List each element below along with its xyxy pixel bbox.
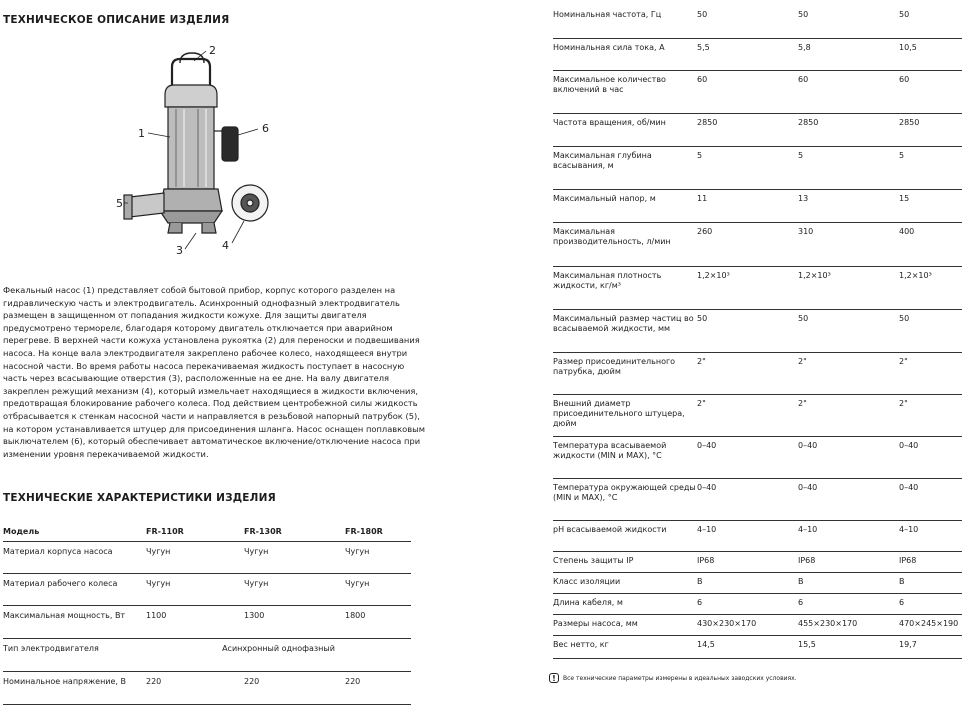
spec-row: [553, 146, 962, 189]
header-model: Модель: [3, 527, 146, 542]
spec-label: Размеры насоса, мм: [553, 614, 697, 635]
figure-label-5: 5: [116, 197, 123, 210]
spec-value: 4–10: [697, 520, 798, 551]
spec-value: 14,5: [697, 635, 798, 658]
spec-value: 0–40: [798, 436, 899, 478]
spec-value: 2": [697, 352, 798, 394]
spec-label: Температура всасываемой жидкости (MIN и MAX), °С: [553, 436, 697, 478]
figure-label-3: 3: [176, 244, 183, 255]
figure-label-4: 4: [222, 239, 229, 252]
spec-value: 60: [798, 70, 899, 113]
spec-value: 220: [345, 672, 411, 705]
spec-label: pH всасываемой жидкости: [553, 520, 697, 551]
spec-label: Максимальная плотность жидкости, кг/м³: [553, 266, 697, 309]
spec-value: 6: [899, 593, 962, 614]
spec-label: Максимальная мощность, Вт: [3, 606, 146, 639]
spec-value: 1100: [146, 606, 244, 639]
spec-value: 6: [697, 593, 798, 614]
spec-value: 2": [697, 394, 798, 436]
spec-value: 0–40: [697, 478, 798, 520]
spec-value: IP68: [798, 551, 899, 572]
spec-value: 260: [697, 222, 798, 266]
spec-value: 1,2×10³: [798, 266, 899, 309]
spec-value: 2": [899, 352, 962, 394]
description-line: насосной части. Во время работы насоса перекачиваемая жидкость поступает в насосную: [3, 360, 405, 371]
spec-row: [553, 614, 962, 635]
figure-label-6: 6: [262, 122, 269, 135]
description-line: перегреве. В верхней части кожуха установлена рукоятка (2) для переноски и подвешивания: [3, 335, 420, 346]
spec-value: 2": [798, 352, 899, 394]
spec-label: Максимальное количество включений в час: [553, 70, 697, 113]
spec-label: Номинальная частота, Гц: [553, 6, 697, 38]
spec-value: 4–10: [798, 520, 899, 551]
spec-value: 430×230×170: [697, 614, 798, 635]
spec-value: 10,5: [899, 38, 962, 70]
spec-value: IP68: [899, 551, 962, 572]
spec-label: Максимальная производительность, л/мин: [553, 222, 697, 266]
spec-value: 0–40: [899, 436, 962, 478]
spec-label: Вес нетто, кг: [553, 635, 697, 658]
specs-table-right: [553, 6, 962, 659]
spec-value: 50: [798, 6, 899, 38]
spec-value: 5: [697, 146, 798, 189]
pump-illustration: [110, 35, 285, 255]
spec-value: B: [798, 572, 899, 593]
spec-value: 1,2×10³: [697, 266, 798, 309]
spec-label: Длина кабеля, м: [553, 593, 697, 614]
spec-label: Материал рабочего колеса: [3, 574, 146, 606]
spec-label: Максимальная глубина всасывания, м: [553, 146, 697, 189]
spec-value: B: [697, 572, 798, 593]
spec-value: 455×230×170: [798, 614, 899, 635]
spec-row: [3, 606, 411, 639]
spec-label: Размер присоединительного патрубка, дюйм: [553, 352, 697, 394]
spec-row: [3, 672, 411, 705]
spec-row: [553, 309, 962, 352]
description-line: закреплен режущий механизм (4), который измельчает находящиеся в жидкости включения,: [3, 385, 419, 396]
description-line: гидравлическую часть и электродвигатель. Асинхронный однофазный электродвигатель: [3, 297, 400, 308]
spec-value: 2850: [697, 113, 798, 146]
spec-row: [553, 394, 962, 436]
spec-value: Чугун: [345, 542, 411, 574]
figure-label-1: 1: [138, 127, 145, 140]
spec-value: 2850: [899, 113, 962, 146]
spec-row: [553, 6, 962, 38]
footnote: [549, 673, 797, 683]
spec-value: 19,7: [899, 635, 962, 658]
description-line: отбрасывается к стенкам насосной части и направляется в резьбовой напорный патрубок (5),: [3, 410, 420, 421]
spec-label: Внешний диаметр присоединительного штуцера, дюйм: [553, 394, 697, 436]
spec-row: [3, 574, 411, 606]
description-line: размещен в защищенном от попадания жидкости кожухе. Для защиты двигателя: [3, 310, 367, 321]
spec-value: Чугун: [146, 574, 244, 606]
header-fr110r: FR-110R: [146, 527, 244, 542]
description-line: часть через всасывающие отверстия (3), расположенные на ее дне. На валу двигателя: [3, 373, 390, 384]
description-line: изменении уровня перекачиваемой жидкости.: [3, 448, 209, 459]
spec-row: [553, 352, 962, 394]
spec-label: Максимальный напор, м: [553, 189, 697, 222]
spec-value: 0–40: [697, 436, 798, 478]
spec-label: Тип электродвигателя: [3, 639, 146, 672]
spec-value: 0–40: [899, 478, 962, 520]
description-line: Фекальный насос (1) представляет собой бытовой прибор, корпус которого разделен на: [3, 285, 396, 295]
spec-row: [553, 70, 962, 113]
description-paragraph: [3, 284, 443, 460]
spec-label: Номинальное напряжение, В: [3, 672, 146, 705]
spec-row: [553, 635, 962, 658]
spec-row: [3, 542, 411, 574]
header-fr180r: FR-180R: [345, 527, 411, 542]
spec-row: [553, 551, 962, 572]
spec-label: Частота вращения, об/мин: [553, 113, 697, 146]
spec-value: 13: [798, 189, 899, 222]
spec-row: [553, 520, 962, 551]
spec-value: 11: [697, 189, 798, 222]
spec-value: 60: [899, 70, 962, 113]
spec-row: [553, 436, 962, 478]
spec-row: [553, 38, 962, 70]
spec-value: 50: [899, 6, 962, 38]
spec-row: [553, 478, 962, 520]
spec-label: Класс изоляции: [553, 572, 697, 593]
spec-value: 2": [899, 394, 962, 436]
spec-value: 5: [899, 146, 962, 189]
spec-value: 2850: [798, 113, 899, 146]
spec-value: 1300: [244, 606, 345, 639]
spec-value: 50: [697, 6, 798, 38]
spec-row: [553, 222, 962, 266]
spec-value: 310: [798, 222, 899, 266]
specs-header-row: [3, 527, 411, 542]
figure-label-2: 2: [209, 44, 216, 57]
spec-value: 400: [899, 222, 962, 266]
spec-value: Чугун: [244, 574, 345, 606]
description-line: предусмотрено терморелє, благодаря которому двигатель отключается при аварийном: [3, 322, 393, 333]
header-fr130r: FR-130R: [244, 527, 345, 542]
spec-value: 2": [798, 394, 899, 436]
spec-label: Материал корпуса насоса: [3, 542, 146, 574]
spec-label: Степень защиты IP: [553, 551, 697, 572]
spec-row: [3, 639, 411, 672]
spec-value: 50: [899, 309, 962, 352]
spec-value: 60: [697, 70, 798, 113]
spec-label: Температура окружающей среды (MIN и MAX), °С: [553, 478, 697, 520]
description-line: насоса. На конце вала электродвигателя закреплено рабочее колесо, находящееся внутри: [3, 347, 408, 358]
spec-row: [553, 266, 962, 309]
spec-value: 15,5: [798, 635, 899, 658]
section-title-description: ТЕХНИЧЕСКОЕ ОПИСАНИЕ ИЗДЕЛИЯ: [3, 14, 230, 26]
spec-value: B: [899, 572, 962, 593]
description-line: на котором устанавливается штуцер для присоединения шланга. Насос оснащен поплавковым: [3, 423, 425, 434]
spec-value: 4–10: [899, 520, 962, 551]
footnote-text: Все технические параметры измерены в идеальных заводских условиях.: [563, 674, 797, 682]
spec-label: Максимальный размер частиц во всасываемой жидкости, мм: [553, 309, 697, 352]
spec-value: 5: [798, 146, 899, 189]
spec-value: 0–40: [798, 478, 899, 520]
spec-value: 470×245×190: [899, 614, 962, 635]
spec-value: 5,8: [798, 38, 899, 70]
exclamation-icon: !: [549, 673, 559, 683]
spec-value: 6: [798, 593, 899, 614]
spec-value: 15: [899, 189, 962, 222]
spec-value: 220: [146, 672, 244, 705]
spec-value: 50: [697, 309, 798, 352]
section-title-specs: ТЕХНИЧЕСКИЕ ХАРАКТЕРИСТИКИ ИЗДЕЛИЯ: [3, 492, 276, 504]
spec-value-merged: Асинхронный однофазный: [146, 639, 411, 672]
spec-row: [553, 189, 962, 222]
spec-row: [553, 572, 962, 593]
spec-value: 50: [798, 309, 899, 352]
spec-label: Номинальная сила тока, А: [553, 38, 697, 70]
spec-value: Чугун: [244, 542, 345, 574]
spec-value: IP68: [697, 551, 798, 572]
description-line: предотвращая блокирование рабочего колеса. Под действием центробежной силы жидкость: [3, 398, 418, 409]
spec-value: 1800: [345, 606, 411, 639]
specs-table-left: [3, 527, 411, 705]
description-line: выключателем (6), который обеспечивает автоматическое включение/отключение насоса при: [3, 436, 421, 447]
spec-value: Чугун: [345, 574, 411, 606]
spec-value: 1,2×10³: [899, 266, 962, 309]
spec-value: 5,5: [697, 38, 798, 70]
spec-value: 220: [244, 672, 345, 705]
spec-row: [553, 113, 962, 146]
spec-value: Чугун: [146, 542, 244, 574]
spec-row: [553, 593, 962, 614]
